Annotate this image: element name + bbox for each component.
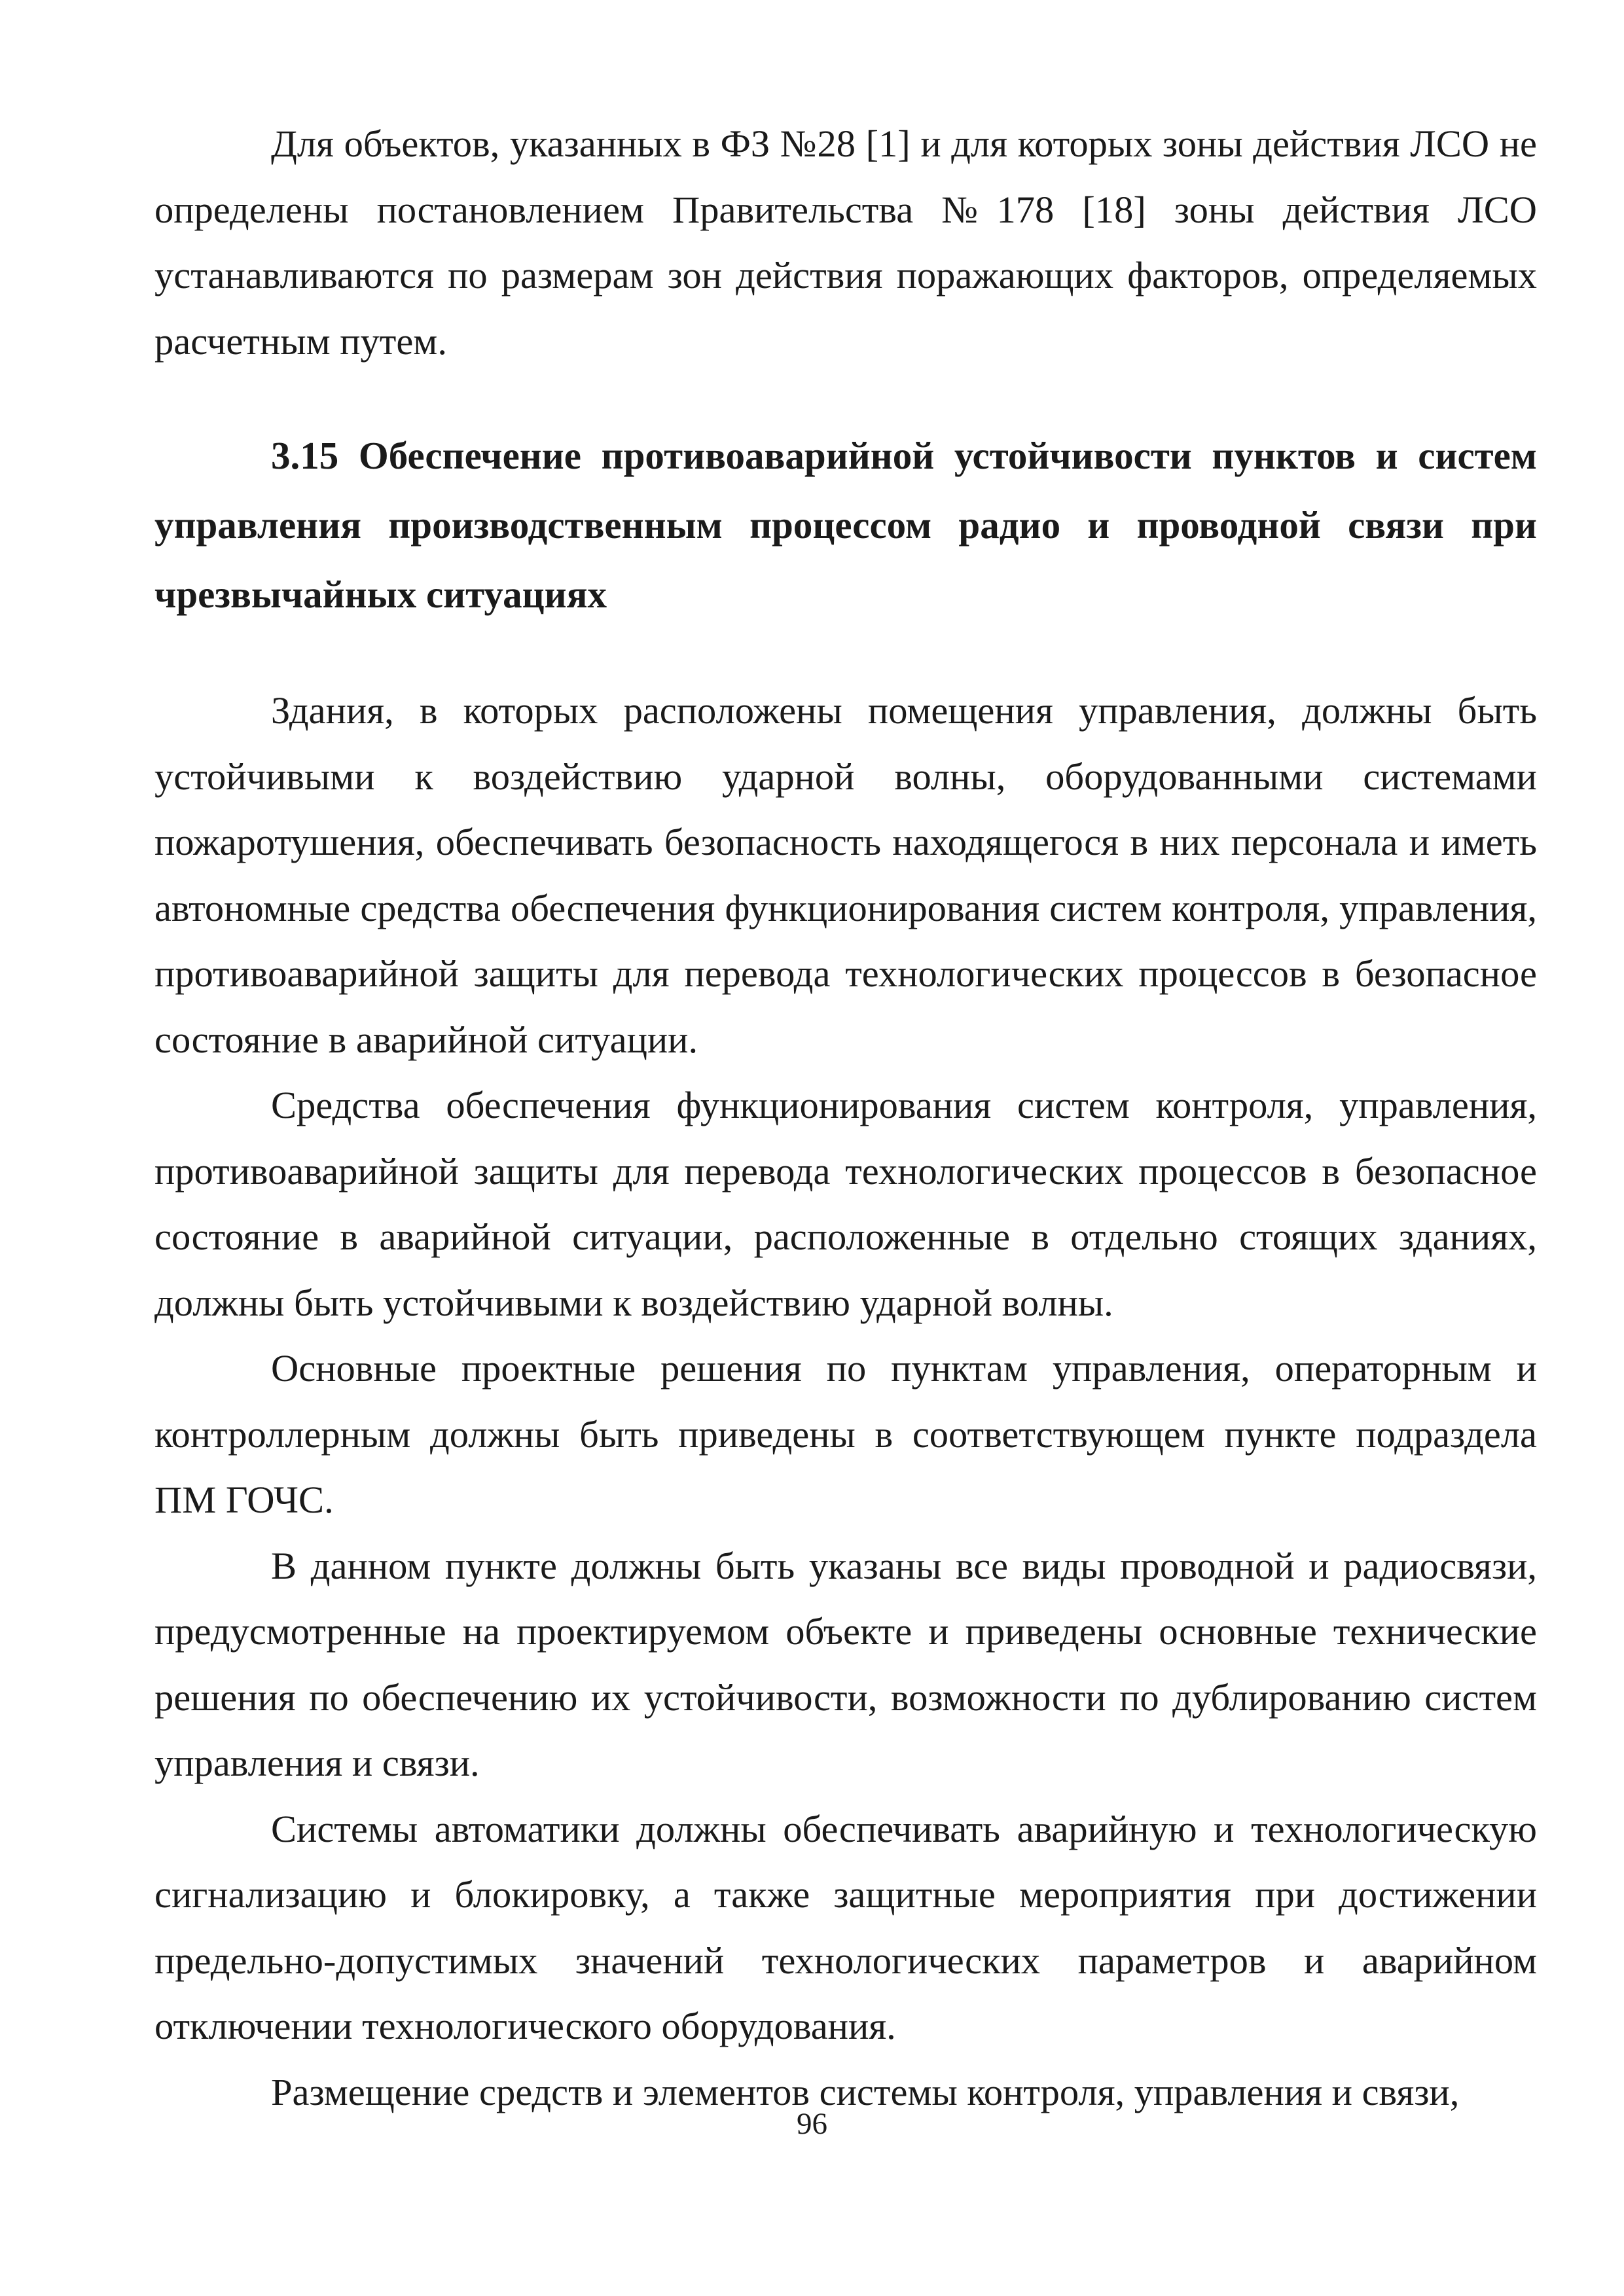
paragraph-communication-types: В данном пункте должны быть указаны все виды проводной и радиосвязи, предусмотренные на проектируемом объекте и приведены основные технические решения по обеспечению их устойчивости, возможности по дублированию систем управления и связи. bbox=[154, 1544, 1537, 1784]
paragraph-design-solutions: Основные проектные решения по пунктам управления, операторным и контроллерным должны быть приведены в соответствующем пункте подраздела ПМ ГОЧС. bbox=[154, 1347, 1537, 1521]
page-content bbox=[154, 111, 1537, 2125]
section-heading-3-15: 3.15 Обеспечение противоаварийной устойчивости пунктов и систем управления производственным процессом радио и проводной связи при чрезвычайных ситуациях bbox=[154, 434, 1537, 616]
paragraph-placement-partial: Размещение средств и элементов системы контроля, управления и связи, bbox=[271, 2070, 1460, 2113]
page-number: 96 bbox=[797, 2107, 827, 2141]
paragraph-automation-systems: Системы автоматики должны обеспечивать аварийную и технологическую сигнализацию и блокировку, а также защитные мероприятия при достижении предельно-допустимых значений технологических параметров и аварийном отключении технологического оборудования. bbox=[154, 1807, 1537, 2047]
paragraph-lso-zones: Для объектов, указанных в ФЗ №28 [1] и для которых зоны действия ЛСО не определены постановлением Правительства №178 [18] зоны действия ЛСО устанавливаются по размерам зон действия поражающих факторов, определяемых расчетным путем. bbox=[154, 122, 1537, 363]
paragraph-control-buildings: Здания, в которых расположены помещения управления, должны быть устойчивыми к воздействию ударной волны, оборудованными системами пожаротушения, обеспечивать безопасность находящегося в них персонала и иметь автономные средства обеспечения функционирования систем контроля, управления, противоаварийной защиты для перевода технологических процессов в безопасное состояние в аварийной ситуации. bbox=[154, 689, 1537, 1061]
paragraph-control-means: Средства обеспечения функционирования систем контроля, управления, противоаварийной защиты для перевода технологических процессов в безопасное состояние в аварийной ситуации, расположенные в отдельно стоящих зданиях, должны быть устойчивыми к воздействию ударной волны. bbox=[154, 1084, 1537, 1324]
